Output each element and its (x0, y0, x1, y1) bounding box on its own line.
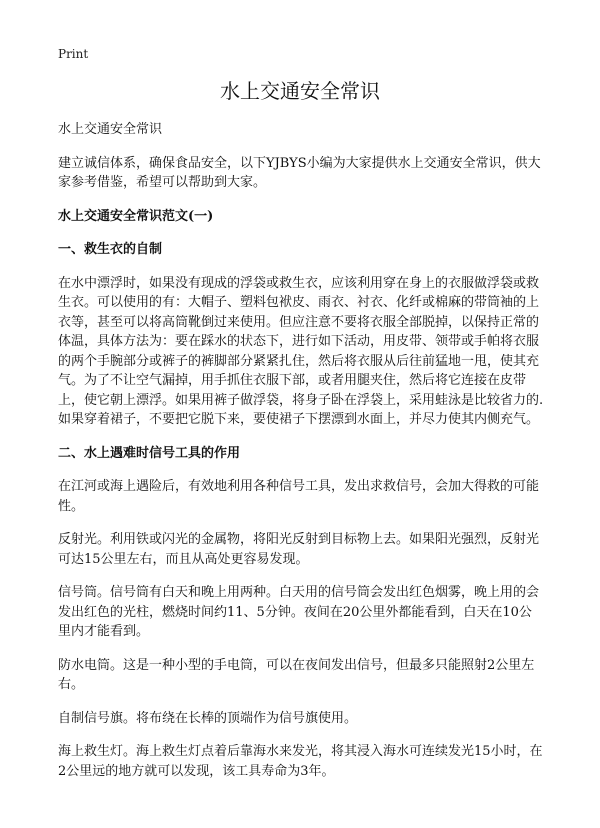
section2-intro: 在江河或海上遇险后，有效地利用各种信号工具，发出求救信号，会加大得救的可能性。 (58, 479, 540, 514)
signal-flag-paragraph: 自制信号旗。将布绕在长棒的顶端作为信号旗使用。 (58, 710, 358, 726)
rescue-lamp-paragraph: 海上救生灯。海上救生灯点着后靠海水来发光，将其浸入海水可连续发光15小时，在2公里远的地方就可以发现，该工具寿命为3年。 (58, 744, 543, 779)
page-title: 水上交通安全常识 (220, 79, 380, 103)
intro-paragraph: 建立诚信体系，确保食品安全，以下YJBYS小编为大家提供水上交通安全常识，供大家参考借鉴，希望可以帮助到大家。 (58, 155, 541, 190)
section2-heading: 二、水上遇难时信号工具的作用 (58, 445, 241, 461)
print-link[interactable]: Print (58, 47, 89, 61)
document-subtitle: 水上交通安全常识 (58, 122, 163, 137)
section1-body: 在水中漂浮时，如果没有现成的浮袋或救生衣，应该利用穿在身上的衣服做浮袋或救生衣。可以使用的有：大帽子、塑料包袱皮、雨衣、衬衣、化纤或棉麻的带筒袖的上衣等，甚至可以将高筒靴倒过来使用。但应注意不要将衣服全部脱掉，以保持正常的体温，具体方法为：要在踩水的状态下，进行如下活动，用皮带、领带或手帕将衣服的两个手腕部分或裤子的裤脚部分紧紧扎住，然后将衣服从后往前猛地一甩，使其充气。为了不让空气漏掉，用手抓住衣服下部，或者用腿夹住，然后将它连接在皮带上，使它朝上漂浮。如果用裤子做浮袋，将身子卧在浮袋上，采用蛙泳是比较省力的.如果穿着裙子，不要把它脱下来，要使裙子下摆漂到水面上，并尽力使其内侧充气。 (58, 275, 544, 427)
sample-heading: 水上交通安全常识范文(一) (58, 208, 214, 224)
flashlight-paragraph: 防水电筒。这是一种小型的手电筒，可以在夜间发出信号，但最多只能照射2公里左右。 (58, 657, 535, 692)
section1-heading: 一、救生衣的自制 (58, 242, 163, 257)
document-body (58, 120, 544, 795)
reflector-paragraph: 反射光。利用铁或闪光的金属物，将阳光反射到目标物上去。如果阳光强烈，反射光可达15公里左右，而且从高处更容易发现。 (58, 532, 540, 567)
signal-tube-paragraph: 信号筒。信号筒有白天和晚上用两种。白天用的信号筒会发出红色烟雾，晚上用的会发出红色的光柱，燃烧时间约11、5分钟。夜间在20公里外都能看到，白天在10公里内才能看到。 (58, 585, 540, 639)
